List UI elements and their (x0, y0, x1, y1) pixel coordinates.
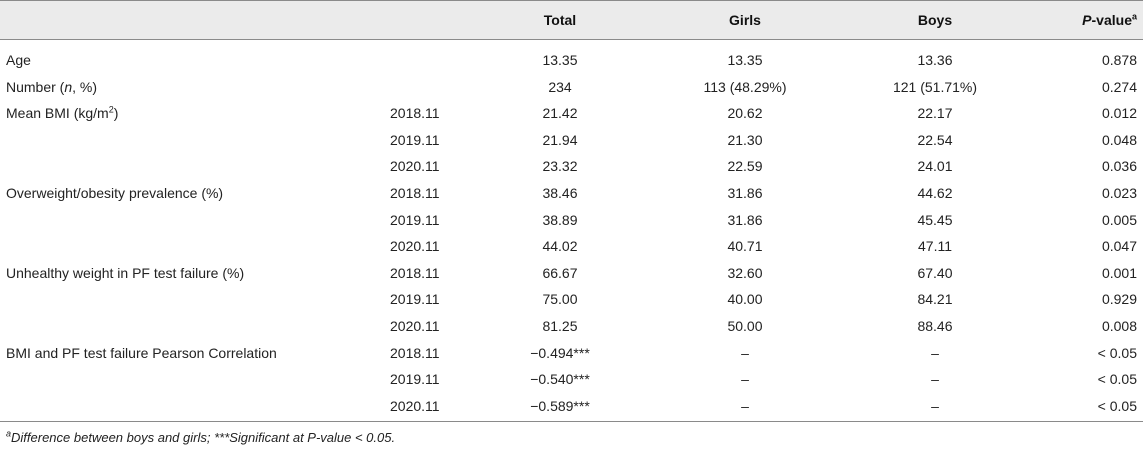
row-pvalue: 0.008 (1101, 318, 1137, 334)
row-boys: – (931, 398, 939, 414)
row-pvalue: 0.023 (1101, 185, 1137, 201)
row-total: 21.94 (542, 132, 578, 148)
row-girls: – (741, 398, 749, 414)
row-boys: 22.17 (917, 105, 953, 121)
row-girls: 40.71 (727, 238, 763, 254)
row-girls: 31.86 (727, 212, 763, 228)
row-total: 21.42 (542, 105, 578, 121)
row-label (6, 79, 97, 95)
row-boys: – (931, 345, 939, 361)
row-girls: 50.00 (727, 318, 763, 334)
row-girls: – (741, 371, 749, 387)
row-total: 38.46 (542, 185, 578, 201)
header-pvalue-rest: -value (1091, 12, 1132, 28)
header-pvalue-sup: a (1131, 11, 1137, 22)
row-year: 2018.11 (390, 265, 440, 281)
header-girls: Girls (729, 12, 761, 28)
header-total: Total (543, 12, 577, 28)
row-girls: 13.35 (727, 52, 763, 68)
row-girls: 113 (48.29%) (703, 79, 787, 95)
row-year: 2019.11 (390, 291, 440, 307)
row-total: −0.540*** (530, 371, 590, 387)
row-pvalue: 0.005 (1101, 212, 1137, 228)
row-boys: 45.45 (917, 212, 953, 228)
row-label (6, 105, 118, 121)
row-boys: – (931, 371, 939, 387)
row-year: 2019.11 (390, 371, 440, 387)
row-boys: 88.46 (917, 318, 953, 334)
row-boys: 24.01 (917, 158, 953, 174)
header-pvalue-italic: P (1082, 12, 1092, 28)
row-total: 38.89 (542, 212, 578, 228)
row-total: −0.494*** (530, 345, 590, 361)
row-pvalue: 0.012 (1101, 105, 1137, 121)
row-pvalue: 0.878 (1101, 52, 1137, 68)
row-year: 2018.11 (390, 345, 440, 361)
row-total: 234 (548, 79, 572, 95)
row-total: 66.67 (542, 265, 578, 281)
row-total: −0.589*** (530, 398, 590, 414)
row-label-post: ) (113, 105, 119, 121)
header-boys: Boys (917, 12, 953, 28)
row-boys: 121 (51.71%) (892, 79, 978, 95)
row-label-post: , %) (72, 79, 98, 95)
row-year: 2020.11 (390, 398, 440, 414)
row-year: 2020.11 (390, 158, 440, 174)
footnote-sup: a (6, 428, 12, 439)
row-girls: 31.86 (727, 185, 763, 201)
row-pvalue: 0.048 (1101, 132, 1137, 148)
row-year: 2019.11 (390, 212, 440, 228)
row-label-italic: n (64, 79, 73, 95)
row-total: 13.35 (542, 52, 578, 68)
row-pvalue: 0.047 (1101, 238, 1137, 254)
table-header (0, 0, 1143, 40)
bottom-rule (0, 421, 1143, 422)
row-year: 2018.11 (390, 105, 440, 121)
row-girls: 20.62 (727, 105, 763, 121)
row-girls: – (741, 345, 749, 361)
row-total: 44.02 (542, 238, 578, 254)
row-pvalue: 0.001 (1101, 265, 1137, 281)
row-year: 2018.11 (390, 185, 440, 201)
row-year: 2019.11 (390, 132, 440, 148)
row-label: Overweight/obesity prevalence (%) (6, 185, 224, 201)
row-girls: 22.59 (727, 158, 763, 174)
footnote-text: Difference between boys and girls; ***Significant at P-value < 0.05. (11, 430, 396, 445)
table-footnote (6, 430, 395, 445)
row-label: Unhealthy weight in PF test failure (%) (6, 265, 245, 281)
row-girls: 32.60 (727, 265, 763, 281)
row-boys: 22.54 (917, 132, 953, 148)
row-year: 2020.11 (390, 238, 440, 254)
row-boys: 13.36 (917, 52, 953, 68)
row-girls: 40.00 (727, 291, 763, 307)
row-pvalue: 0.929 (1101, 291, 1137, 307)
row-pvalue: 0.274 (1101, 79, 1137, 95)
row-pvalue: 0.036 (1101, 158, 1137, 174)
row-total: 23.32 (542, 158, 578, 174)
row-label-pre: Number ( (6, 79, 65, 95)
row-total: 81.25 (542, 318, 578, 334)
row-girls: 21.30 (727, 132, 763, 148)
row-label: BMI and PF test failure Pearson Correlation (6, 345, 277, 361)
row-year: 2020.11 (390, 318, 440, 334)
row-pvalue: < 0.05 (1097, 371, 1137, 387)
row-label-sup: 2 (108, 104, 114, 115)
row-boys: 84.21 (917, 291, 953, 307)
header-pvalue (1082, 12, 1137, 28)
row-boys: 44.62 (917, 185, 953, 201)
row-label-pre: Mean BMI (kg/m (6, 105, 109, 121)
row-boys: 67.40 (917, 265, 953, 281)
row-pvalue: < 0.05 (1097, 398, 1137, 414)
row-boys: 47.11 (918, 238, 952, 254)
row-pvalue: < 0.05 (1097, 345, 1137, 361)
row-total: 75.00 (542, 291, 578, 307)
row-label: Age (6, 52, 31, 68)
